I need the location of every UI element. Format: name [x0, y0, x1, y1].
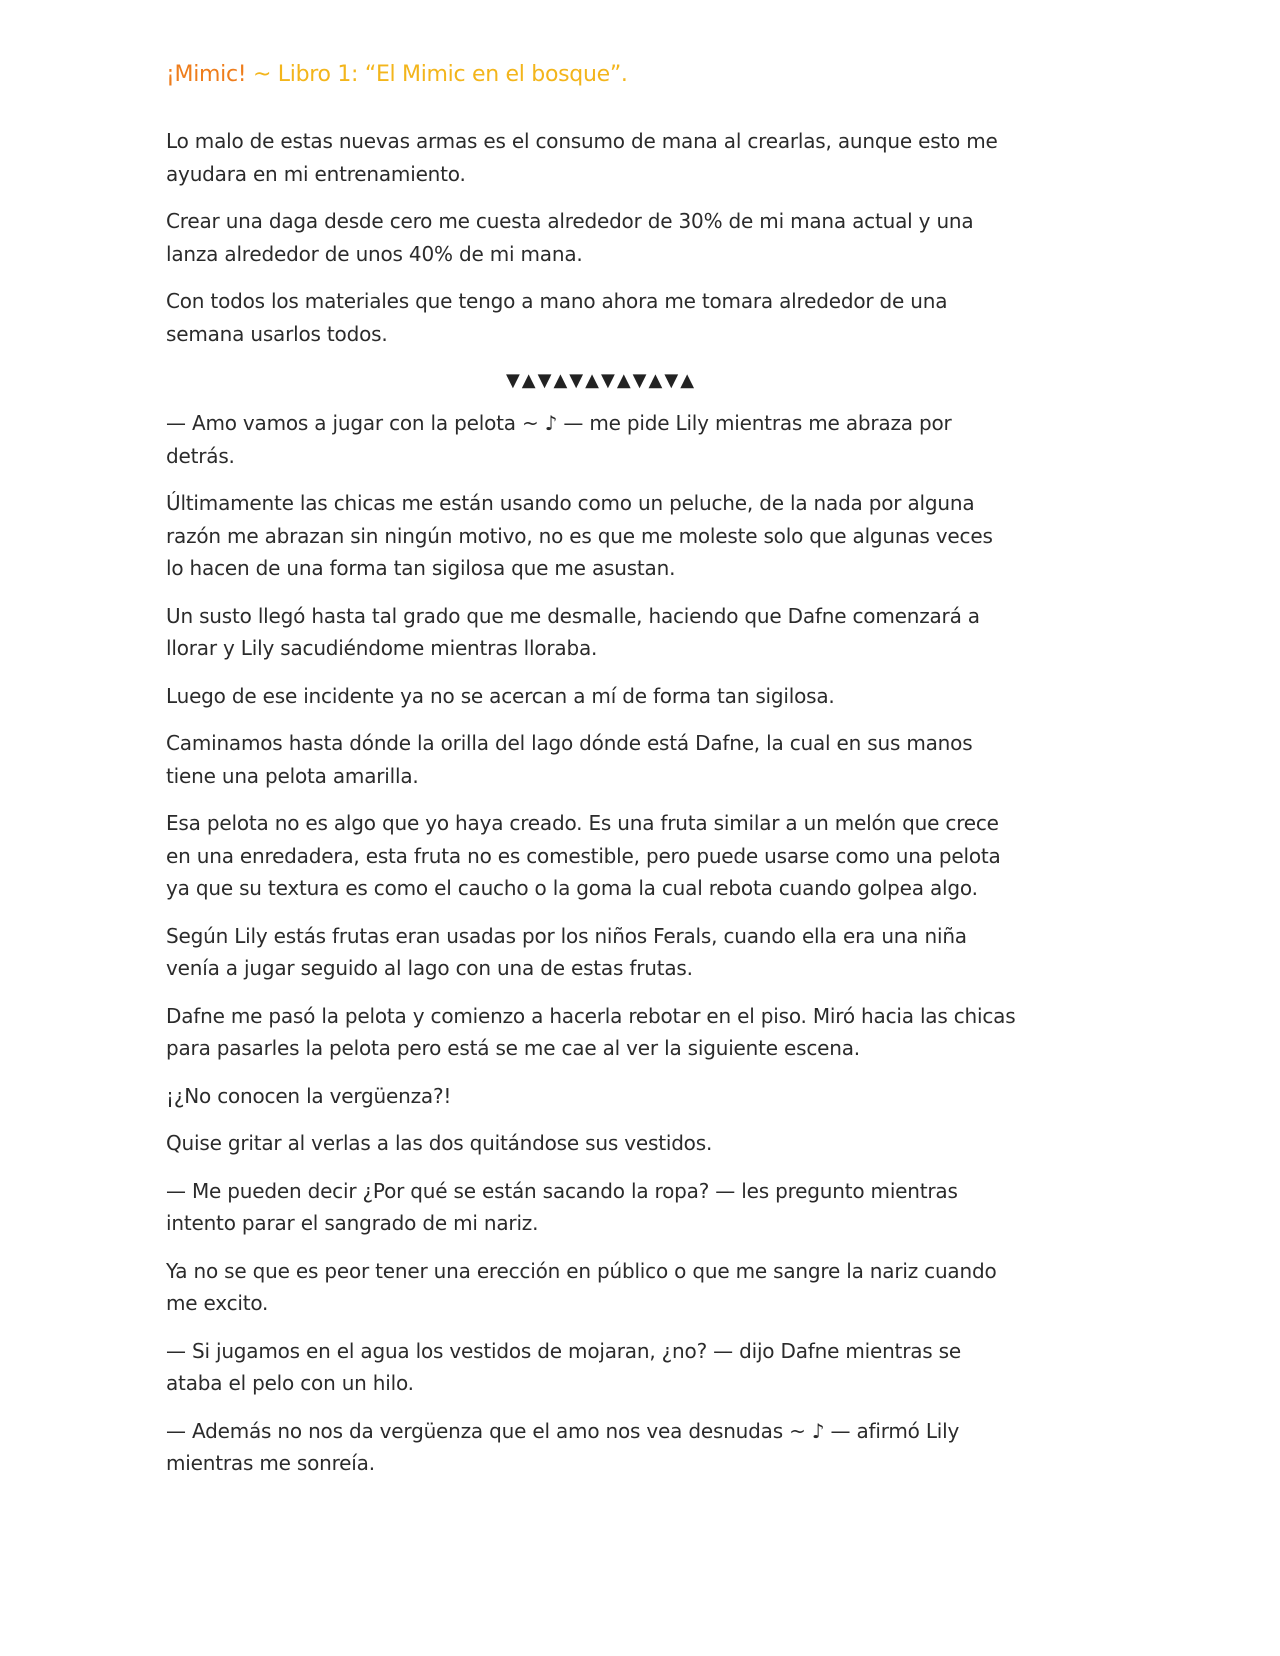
paragraph: Un susto llegó hasta tal grado que me desmalle, haciendo que Dafne comenzará a llorar y Lily sacudiéndome mientras lloraba.	[166, 603, 980, 660]
paragraph: Caminamos hasta dónde la orilla del lago dónde está Dafne, la cual en sus manos tiene una pelota amarilla.	[166, 731, 973, 788]
paragraph: — Amo vamos a jugar con la pelota ~ ♪ — me pide Lily mientras me abraza por detrás.	[166, 411, 952, 468]
header-brand: ¡Mimic!	[166, 62, 247, 87]
scene-separator: ▼▲▼▲▼▲▼▲▼▲▼▲	[505, 370, 697, 391]
paragraph: Crear una daga desde cero me cuesta alrededor de 30% de mi mana actual y una lanza alrededor de unos 40% de mi mana.	[166, 209, 974, 266]
paragraph: Con todos los materiales que tengo a mano ahora me tomara alrededor de una semana usarlos todos.	[166, 289, 948, 346]
paragraph: Dafne me pasó la pelota y comienzo a hacerla rebotar en el piso. Miró hacia las chicas para pasarles la pelota pero está se me cae al ver la siguiente escena.	[166, 1003, 1016, 1060]
paragraph: — Si jugamos en el agua los vestidos de mojaran, ¿no? — dijo Dafne mientras se ataba el pelo con un hilo.	[166, 1338, 961, 1395]
paragraph: Quise gritar al verlas a las dos quitándose sus vestidos.	[166, 1131, 713, 1155]
paragraph: Últimamente las chicas me están usando como un peluche, de la nada por alguna razón me abrazan sin ningún motivo, no es que me moleste solo que algunas veces lo hacen de una forma tan sigilosa que me asustan.	[166, 491, 993, 580]
paragraph: Esa pelota no es algo que yo haya creado. Es una fruta similar a un melón que crece en una enredadera, esta fruta no es comestible, pero puede usarse como una pelota ya que su textura es como el caucho o la goma la cual rebota cuando golpea algo.	[166, 811, 1001, 900]
paragraph: ¡¿No conocen la vergüenza?!	[166, 1083, 452, 1108]
paragraph: Lo malo de estas nuevas armas es el consumo de mana al crearlas, aunque esto me ayudara en mi entrenamiento.	[166, 129, 998, 186]
paragraph: Luego de ese incidente ya no se acercan a mí de forma tan sigilosa.	[166, 683, 835, 708]
paragraph: — Me pueden decir ¿Por qué se están sacando la ropa? — les pregunto mientras intento parar el sangrado de mi nariz.	[166, 1178, 958, 1235]
paragraph: Ya no se que es peor tener una erección en público o que me sangre la nariz cuando me excito.	[166, 1258, 997, 1315]
paragraph: Según Lily estás frutas eran usadas por los niños Ferals, cuando ella era una niña venía a jugar seguido al lago con una de estas frutas.	[166, 923, 967, 980]
paragraph: — Además no nos da vergüenza que el amo nos vea desnudas ~ ♪ — afirmó Lily mientras me sonreía.	[166, 1418, 960, 1475]
page-header	[166, 62, 1016, 87]
header-title: ~ Libro 1: “El Mimic en el bosque”.	[246, 62, 628, 87]
document-page	[166, 62, 1016, 1495]
